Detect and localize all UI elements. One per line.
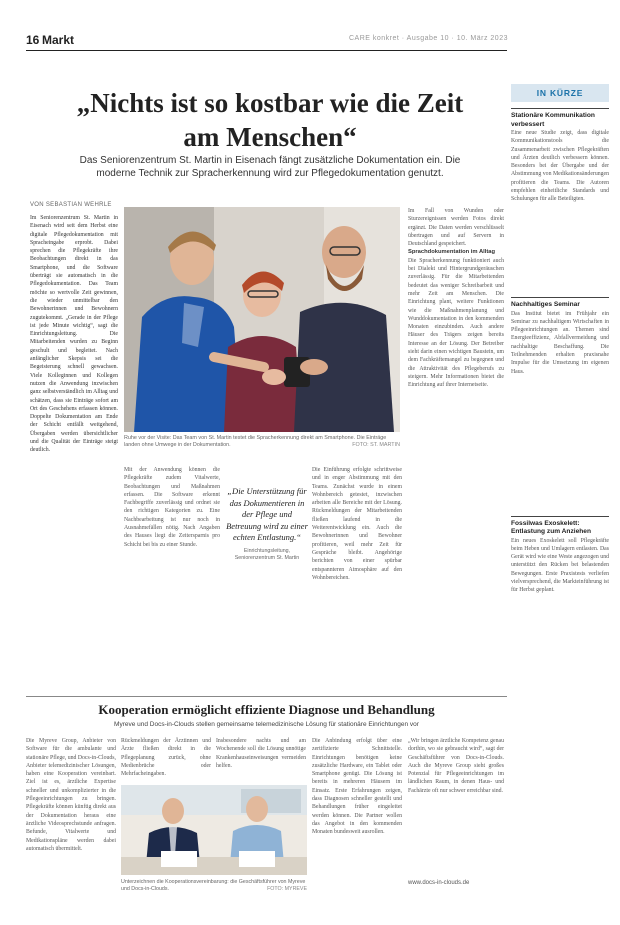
sidebar-title: IN KÜRZE [511,84,609,102]
pull-quote [226,486,308,562]
article-column-3 [312,466,402,692]
sidebar-in-kuerze [511,84,609,914]
sidebar-item-text: Ein neues Exoskelett soll Pflegekräfte beim Heben und Umlagern entlasten. Das Gerät wird wie eine Weste angezogen und unterstützt den Rücken bei belastenden Bewegungen. Erste Praxistests verliefen vielversprechend, die Markteinführung ist für Herbst geplant. [511,537,609,594]
article-photo [124,207,400,432]
photo-credit: FOTO: ST. MARTIN [352,442,400,448]
sidebar-item-title: Fossilwas Exoskelett: Entlastung zum Anziehen [511,519,591,535]
article2-column-3 [216,737,306,781]
photo2-caption-text: Unterzeichnen die Kooperationsvereinbarung: die Geschäftsführer von Myreve und Docs-in-Clouds. [121,879,306,892]
article-column-4-text: Die Spracherkennung funktioniert auch bei Dialekt und Hintergrundgeräuschen zuverlässig. Für die Mitarbeitenden bedeutet das weniger Schreibarbeit und mehr Zeit am Menschen. Die Einrichtung plant, weitere Funktionen wie die Maßnahmenplanung und Wunddokumentation in den kommenden Monaten einzubinden. Auch andere Häuser des Trägers zeigen bereits Interesse an der Lösung. Der Betreiber sieht darin einen wichtigen Baustein, um dem Fachkräftemangel zu begegnen und die Attraktivität des Pflegeberufs zu steigern. Mehr Informationen bietet die Einrichtung auf ihrer Internetseite. [408,257,504,389]
article2-column-2-text: Rückmeldungen der Ärztinnen und Ärzte fließen direkt in die Pflegeplanung zurück, ohne Medienbrüche oder Mehrfacheingaben. [121,738,211,778]
article-column-2 [124,466,220,692]
pull-quote-attribution: Einrichtungsleitung, Seniorenzentrum St. Martin [234,547,300,561]
pull-quote-text: „Die Unterstützung für das Dokumentieren in der Pflege und Betreuung wird zu einer echten Entlastung.“ [226,486,308,542]
sidebar-item [511,297,609,510]
photo2-caption [121,879,307,893]
photo-illustration [124,207,400,432]
sidebar-item-title: Stationäre Kommunikation verbessert [511,112,595,128]
article2-column-4-text: Die Anbindung erfolgt über eine zertifizierte Schnittstelle. Einrichtungen benötigen keine zusätzliche Hardware, ein Tablet oder Smartphone genügt. Die Lösung ist bereits in mehreren Häusern im Einsatz. Erste Erfahrungen zeigen, dass Diagnosen schneller gestellt und Behandlungen früher eingeleitet werden können. Die Partner wollen das Angebot in den kommenden Monaten bundesweit ausrollen. [312,738,402,836]
article2-column-3-text: Insbesondere nachts und am Wochenende soll die Lösung unnötige Krankenhauseinweisungen vermeiden helfen. [216,738,306,769]
article-author: VON SEBASTIAN WEHRLE [30,202,112,208]
article-headline: „Nichts ist so kostbar wie die Zeit am Menschen“ [76,88,464,152]
photo2-illustration [121,785,307,875]
sidebar-item-text: Eine neue Studie zeigt, dass digitale Kommunikationstools die Zusammenarbeit zwischen Pflegekräften und Ärzten deutlich verbessern können. Besonders bei der Übergabe und der Abstimmung von Medikationsänderungen profitieren die Teams. Die Autoren empfehlen einheitliche Standards und Schulungen für alle Beteiligten. [511,130,609,203]
article-column-4 [408,207,504,688]
sidebar-item [511,108,609,291]
article-column-4-intro: Im Fall von Wunden oder Sturzereignissen werden Fotos direkt ergänzt. Die Daten werden verschlüsselt übertragen und auf Servern in Deutschland gespeichert. [408,208,504,248]
article-column-3-text: Die Einführung erfolgte schrittweise und in enger Abstimmung mit den Teams. Zunächst wurde in einem Wohnbereich getestet, inzwischen arbeiten alle Bereiche mit der Lösung. Rückmeldungen der Mitarbeitenden fließen laufend in die Weiterentwicklung ein. Auch die Bewohnerinnen und Bewohner profitieren, weil mehr Zeit für Gespräche bleibt. Angehörige berichten von einer spürbar entspannteren Atmosphäre auf den Wohnbereichen. [312,467,402,581]
article2-headline: Kooperation ermöglicht effiziente Diagnose und Behandlung [98,702,435,717]
header-rule [26,50,507,51]
photo-caption-text: Ruhe vor der Visite: Das Team von St. Martin testet die Spracherkennung direkt am Smartphone. Die Einträge landen ohne Umwege in der Dokumentation. [124,435,387,448]
article2-column-1 [26,737,116,912]
article-column-2-text: Mit der Anwendung können die Pflegekräfte zudem Vitalwerte, Beobachtungen und Maßnahmen erfassen. Die Software erkennt Fachbegriffe zuverlässig und ordnet sie den richtigen Kategorien zu. Eine Nachbearbeitung ist nur noch in Ausnahmefällen nötig. Nach Angaben des Hauses liegt die Zeitersparnis pro Schicht bei bis zu einer Stunde. [124,467,220,548]
sidebar-item-title: Nachhaltiges Seminar [511,301,580,308]
article2-link[interactable]: www.docs-in-clouds.de [408,880,470,886]
photo2-credit: FOTO: MYREVE [267,886,307,892]
header-info: CARE konkret · Ausgabe 10 · 10. März 2023 [348,35,508,42]
article-separator [26,696,507,697]
article-column-4-subheading: Sprachdokumentation im Alltag [408,249,496,256]
page-number: 16 [26,33,40,47]
article2-column-2 [121,737,211,781]
article2-column-4 [312,737,402,912]
article2-subheadline: Myreve und Docs-in-Clouds stellen gemeinsame telemedizinische Lösung für stationäre Einrichtungen vor [114,721,419,728]
sidebar-item-text: Das Institut bietet im Frühjahr ein Seminar zu nachhaltigem Wirtschaften in Pflegeeinrichtungen an. Themen sind Energieeffizienz, Abfallvermeidung und nachhaltige Beschaffung. Die Teilnehmenden erhalten praxisnahe Impulse für die Umsetzung im eigenen Haus. [511,310,609,375]
photo-caption [124,435,400,449]
article2-column-1-text: Die Myreve Group, Anbieter von Software für die ambulante und stationäre Pflege, und Docs-in-Clouds, Anbieter telemedizinischer Lösungen, haben eine Kooperation vereinbart. Ziel ist es, ärztliche Expertise schneller und unkomplizierter in die Pflegeeinrichtungen zu bringen. Pflegekräfte können künftig direkt aus der Dokumentation heraus eine ärztliche Videosprechstunde anfragen. Befunde, Vitalwerte und Medikationspläne werden dabei automatisch übermittelt. [26,738,116,852]
article2-column-5-text: „Wir bringen ärztliche Kompetenz genau dorthin, wo sie gebraucht wird“, sagt der Geschäftsführer von Docs-in-Clouds. Auch die Myreve Group sieht großes Potenzial für Pflegeeinrichtungen im ländlichen Raum, in denen Haus- und Fachärzte oft nur schwer erreichbar sind. [408,738,504,794]
article-column-1 [30,214,118,692]
article2-column-5 [408,737,504,877]
section-title: Markt [42,33,75,47]
sidebar-item [511,516,609,817]
article-subheadline: Das Seniorenzentrum St. Martin in Eisenach fängt zusätzliche Dokumentation ein. Die moderne Technik zur Spracherkennung wird zur Pflegedokumentation genutzt. [79,155,461,179]
article2-photo [121,785,307,875]
article-column-1-text: Im Seniorenzentrum St. Martin in Eisenach wird seit dem Herbst eine digitale Pflegedokumentation mit Spracheingabe erprobt. Dabei sprechen die Pflegekräfte ihre Beobachtungen direkt in das Smartphone, und die Software überträgt sie automatisch in die Pflegedokumentation. Das Team möchte so wertvolle Zeit gewinnen, die wieder unmittelbar den Bewohnerinnen und Bewohnern zugutekommt. „Gerade in der Pflege ist jede Minute wichtig“, sagt die Einrichtungsleitung. Die Mitarbeitenden wurden zu Beginn geschult und begleitet. Nach anfänglicher Skepsis sei die Begeisterung schnell gewachsen. Viele Kolleginnen und Kollegen nutzen die Anwendung inzwischen ganz selbstverständlich im Alltag und schätzen, dass sie Einträge sofort am Ort des Geschehens erfassen können. Doppelte Dokumentation am Ende der Schicht entfällt weitgehend, Übergaben werden übersichtlicher und die Qualität der Einträge steigt deutlich. [30,215,118,454]
